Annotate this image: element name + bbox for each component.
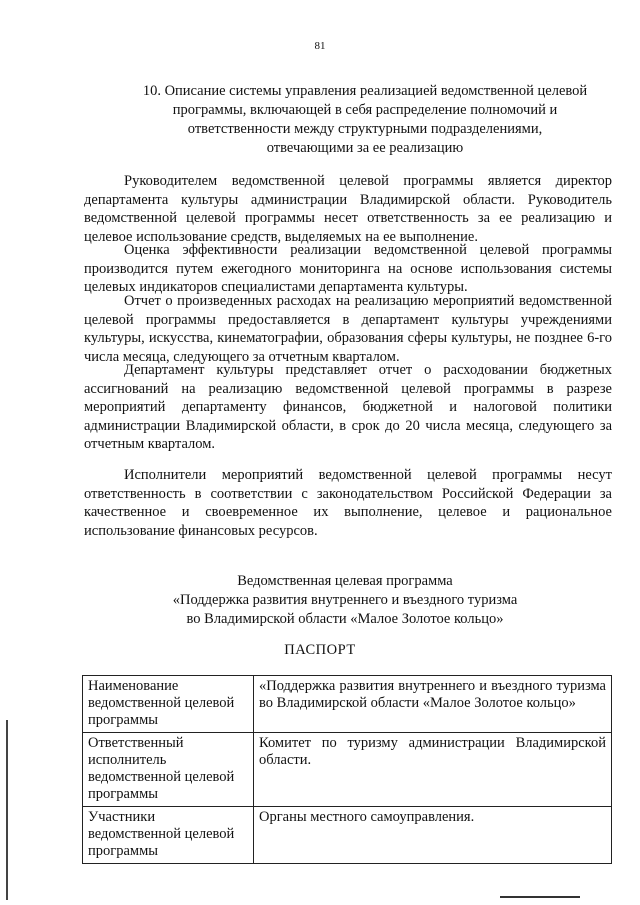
program-heading-line: Ведомственная целевая программа: [237, 573, 453, 589]
section-title-line: программы, включающей в себя распределение полномочий и: [172, 102, 558, 118]
section-title: [120, 82, 610, 158]
passport-row-value: Органы местного самоуправления.: [254, 807, 612, 864]
program-heading-line: во Владимирской области «Малое Золотое кольцо»: [186, 611, 504, 627]
program-heading: [140, 572, 550, 629]
section-title-line: отвечающими за ее реализацию: [266, 140, 464, 156]
scan-artifact-line: [500, 896, 580, 898]
passport-row-value: Комитет по туризму администрации Владимирской области.: [254, 733, 612, 807]
paragraph-budget-report: Департамент культуры представляет отчет о расходовании бюджетных ассигнований на реализацию ведомственной целевой программы в разрезе мероприятий департаменту финансов, бюджетной и налоговой политики администрации Владимирской области, в срок до 20 числа месяца, следующего за отчетным кварталом.: [84, 362, 612, 452]
page-number: 81: [314, 40, 326, 52]
table-row: [83, 676, 612, 733]
passport-table: [82, 675, 612, 864]
section-title-line: 10. Описание системы управления реализацией ведомственной целевой: [142, 83, 588, 99]
passport-row-value: «Поддержка развития внутреннего и въездного туризма во Владимирской области «Малое Золотое кольцо»: [254, 676, 612, 733]
paragraph-expense-report: Отчет о произведенных расходах на реализацию мероприятий ведомственной целевой программы предоставляется в департамент культуры учреждениями культуры, искусства, кинематографии, образования сферы культуры, не позднее 6-го числа месяца, следующего за отчетным кварталом.: [84, 293, 612, 365]
paragraph-efficiency-evaluation: Оценка эффективности реализации ведомственной целевой программы производится путем ежегодного мониторинга на основе использования системы целевых индикаторов специалистами департамента культуры.: [84, 242, 612, 295]
section-title-line: ответственности между структурными подразделениями,: [187, 121, 543, 137]
passport-title: ПАСПОРТ: [284, 642, 356, 658]
passport-row-label: Ответственный исполнитель ведомственной целевой программы: [83, 733, 254, 807]
table-row: [83, 733, 612, 807]
paragraph-program-head: Руководителем ведомственной целевой программы является директор департамента культуры администрации Владимирской области. Руководитель ведомственной целевой программы несет ответственность за ее реализацию и целевое использование средств, выделяемых на ее выполнение.: [84, 173, 612, 245]
passport-row-label: Участники ведомственной целевой программы: [83, 807, 254, 864]
scan-artifact-line: [6, 720, 8, 900]
program-heading-line: «Поддержка развития внутреннего и въездного туризма: [172, 592, 518, 608]
table-row: [83, 807, 612, 864]
paragraph-executors-responsibility: Исполнители мероприятий ведомственной целевой программы несут ответственность в соответствии с законодательством Российской Федерации за качественное и своевременное их выполнение, целевое и рациональное использование финансовых ресурсов.: [84, 467, 612, 539]
passport-row-label: Наименование ведомственной целевой программы: [83, 676, 254, 733]
